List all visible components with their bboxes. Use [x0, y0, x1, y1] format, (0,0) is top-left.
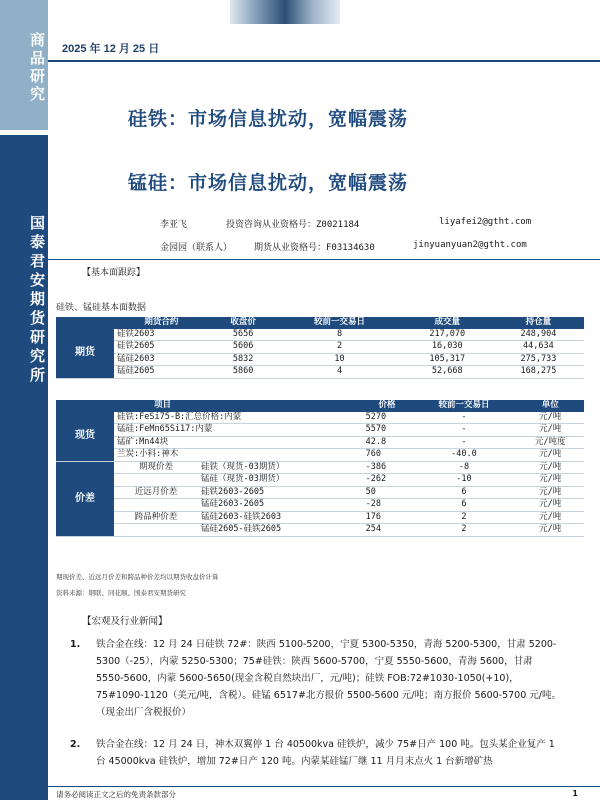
table-cell: -40.0 — [411, 449, 516, 462]
table-cell: 期现价差 — [114, 461, 198, 474]
report-date: 2025 年 12 月 25 日 — [62, 43, 160, 55]
table-row — [56, 341, 584, 354]
table-cell — [114, 524, 198, 537]
table-cell: 锰硅2603-2605 — [198, 499, 363, 512]
table-cell: 2 — [411, 511, 516, 524]
table-cell: 硅铁:FeSi75-B:汇总价格:内蒙 — [114, 412, 363, 424]
table-caption: 硅铁、锰硅基本面数据 — [56, 303, 147, 313]
news-text: 铁合金在线：12 月 24 日硅铁 72#：陕西 5100-5200，宁夏 5300-5350，青海 5200-5300，甘肃 5200-5300（-25），内蒙 5250-5300；75#硅铁：陕西 5600-5700，宁夏 5550-5600，青海 5600，甘肃 5550-5600，内蒙 5600-5650(现金含税自然块出厂，元/吨)；硅铁 FOB:72#1030-1050(+10)，75#1090-1120（美元/吨，含税）。硅锰 6517#北方报价 5500-5600 元/吨；南方报价 5600-5700 元/吨。（现金出厂含税报价） — [96, 639, 561, 718]
table-cell: 5270 — [363, 412, 412, 424]
table-row — [56, 474, 584, 487]
table-cell: 52,668 — [402, 366, 493, 379]
table-cell: 硅铁2603 — [114, 329, 209, 341]
report-title-ferrosilicon: 硅铁：市场信息扰动，宽幅震荡 — [128, 108, 409, 130]
table-cell: 44,634 — [493, 341, 584, 354]
table-row — [56, 499, 584, 512]
news-text: 铁合金在线：12 月 24 日，神木双翼停 1 台 40500kva 硅铁炉，减少 75#日产 100 吨。包头某企业复产 1 台 45000kva 硅铁炉，增加 72#日产 120 吨。内蒙某硅锰厂继 11 月月末点火 1 台新增矿热 — [96, 739, 555, 767]
table-row — [56, 412, 584, 424]
table-cell: 锰硅2603 — [114, 353, 209, 366]
news-index: 1. — [70, 639, 81, 650]
table-cell: 元/吨 — [516, 449, 584, 462]
table-cell: 兰炭:小料:神木 — [114, 449, 363, 462]
table-cell: 5832 — [209, 353, 278, 366]
table-header-cell: 成交量 — [402, 317, 493, 329]
table-cell: 217,070 — [402, 329, 493, 341]
analyst-name: 李亚飞 — [160, 220, 188, 230]
table-cell — [114, 474, 198, 487]
table-cell: 锰硅（现货-03期货） — [198, 474, 363, 487]
table-group-header — [56, 317, 114, 329]
table-cell: -10 — [411, 474, 516, 487]
news-heading: 【宏观及行业新闻】 — [82, 616, 168, 627]
futures-table — [56, 317, 584, 379]
table-cell: 16,030 — [402, 341, 493, 354]
table-row — [56, 511, 584, 524]
table-header-cell: 较前一交易日 — [277, 317, 401, 329]
footer-rule — [48, 786, 600, 787]
table-cell: 6 — [411, 486, 516, 499]
table-cell: 42.8 — [363, 436, 412, 449]
table-row — [56, 449, 584, 462]
table-cell: -262 — [363, 474, 412, 487]
table-cell: 元/吨 — [516, 511, 584, 524]
table-header-cell: 收盘价 — [209, 317, 278, 329]
table-cell: 元/吨度 — [516, 436, 584, 449]
header-banner-graphic — [230, 0, 340, 24]
table-header-row — [56, 317, 584, 329]
page-number: 1 — [572, 789, 578, 798]
table-row — [56, 461, 584, 474]
table-cell: 760 — [363, 449, 412, 462]
table-cell: -386 — [363, 461, 412, 474]
table-row — [56, 366, 584, 379]
table-cell: 元/吨 — [516, 474, 584, 487]
table-cell: 硅铁2603-2605 — [198, 486, 363, 499]
table-row — [56, 329, 584, 341]
table-cell: 近远月价差 — [114, 486, 198, 499]
news-item — [70, 636, 562, 721]
table-cell: 元/吨 — [516, 461, 584, 474]
futures-group-label: 期货 — [56, 329, 114, 379]
table-header-cell: 持仓量 — [493, 317, 584, 329]
table-cell: 4 — [277, 366, 401, 379]
table-row — [56, 524, 584, 537]
analyst-email[interactable]: jinyuanyuan2@gtht.com — [413, 240, 527, 250]
table-cell: 5860 — [209, 366, 278, 379]
table-cell: 168,275 — [493, 366, 584, 379]
sidebar-institute-label: 国泰君安期货研究所 — [28, 214, 46, 386]
header-rule — [48, 60, 600, 62]
table-cell: 元/吨 — [516, 499, 584, 512]
table-cell: 锰硅2605 — [114, 366, 209, 379]
table-cell: 254 — [363, 524, 412, 537]
table-row — [56, 353, 584, 366]
table-cell: 锰硅2603-硅铁2603 — [198, 511, 363, 524]
table-header-cell: 期货合约 — [114, 317, 209, 329]
table-row — [56, 436, 584, 449]
table-cell: 8 — [277, 329, 401, 341]
analyst-qualification: 投资咨询从业资格号：Z0021184 — [226, 220, 360, 230]
table-cell: 锰硅:FeMn65Si17:内蒙 — [114, 424, 363, 437]
table-header-row — [56, 400, 584, 412]
analyst-qualification: 期货从业资格号：F03134630 — [254, 243, 375, 253]
table-cell: 5656 — [209, 329, 278, 341]
table-cell: 元/吨 — [516, 524, 584, 537]
table-note: 期现价差、近远月价差和跨品种价差均以期货收盘价计算 — [56, 573, 219, 581]
table-cell: 6 — [411, 499, 516, 512]
table-cell: 元/吨 — [516, 486, 584, 499]
spot-group-label: 现货 — [56, 412, 114, 462]
news-index: 2. — [70, 739, 81, 750]
table-cell — [114, 499, 198, 512]
table-cell: 跨品种价差 — [114, 511, 198, 524]
table-header-cell: 较前一交易日 — [411, 400, 516, 412]
table-cell: 硅铁（现货-03期货） — [198, 461, 363, 474]
table-cell: -28 — [363, 499, 412, 512]
table-row — [56, 486, 584, 499]
table-cell: -8 — [411, 461, 516, 474]
table-cell: - — [411, 436, 516, 449]
table-cell: 10 — [277, 353, 401, 366]
spot-spread-table — [56, 400, 584, 537]
sidebar — [0, 0, 48, 800]
section-rule — [48, 259, 600, 260]
spread-group-label: 价差 — [56, 461, 114, 536]
sidebar-category-label: 商品研究 — [28, 32, 46, 104]
table-cell: - — [411, 424, 516, 437]
report-title-silicomanganese: 锰硅：市场信息扰动，宽幅震荡 — [128, 172, 409, 194]
table-cell: 2 — [411, 524, 516, 537]
table-cell: 锰矿:Mn44块 — [114, 436, 363, 449]
analyst-name: 金园园（联系人） — [160, 243, 233, 253]
table-cell: 105,317 — [402, 353, 493, 366]
table-cell: 锰硅2605-硅铁2605 — [198, 524, 363, 537]
fundamentals-heading: 【基本面跟踪】 — [82, 268, 146, 278]
table-cell: 硅铁2605 — [114, 341, 209, 354]
table-header-cell: 项目 — [114, 400, 363, 412]
news-item — [70, 736, 562, 770]
table-row — [56, 424, 584, 437]
table-group-header — [56, 400, 114, 412]
table-cell: 50 — [363, 486, 412, 499]
table-cell: - — [411, 412, 516, 424]
table-cell: 5606 — [209, 341, 278, 354]
table-cell: 2 — [277, 341, 401, 354]
footer-disclaimer: 请务必阅读正文之后的免责条款部分 — [56, 790, 176, 799]
table-header-cell: 价格 — [363, 400, 412, 412]
table-cell: 275,733 — [493, 353, 584, 366]
table-cell: 248,904 — [493, 329, 584, 341]
table-cell: 元/吨 — [516, 424, 584, 437]
table-cell: 元/吨 — [516, 412, 584, 424]
analyst-email[interactable]: liyafei2@gtht.com — [439, 217, 532, 227]
source-note: 资料来源：钢联、同花顺、国泰君安期货研究 — [56, 589, 186, 597]
table-cell: 176 — [363, 511, 412, 524]
table-cell: 5570 — [363, 424, 412, 437]
table-header-cell: 单位 — [516, 400, 584, 412]
